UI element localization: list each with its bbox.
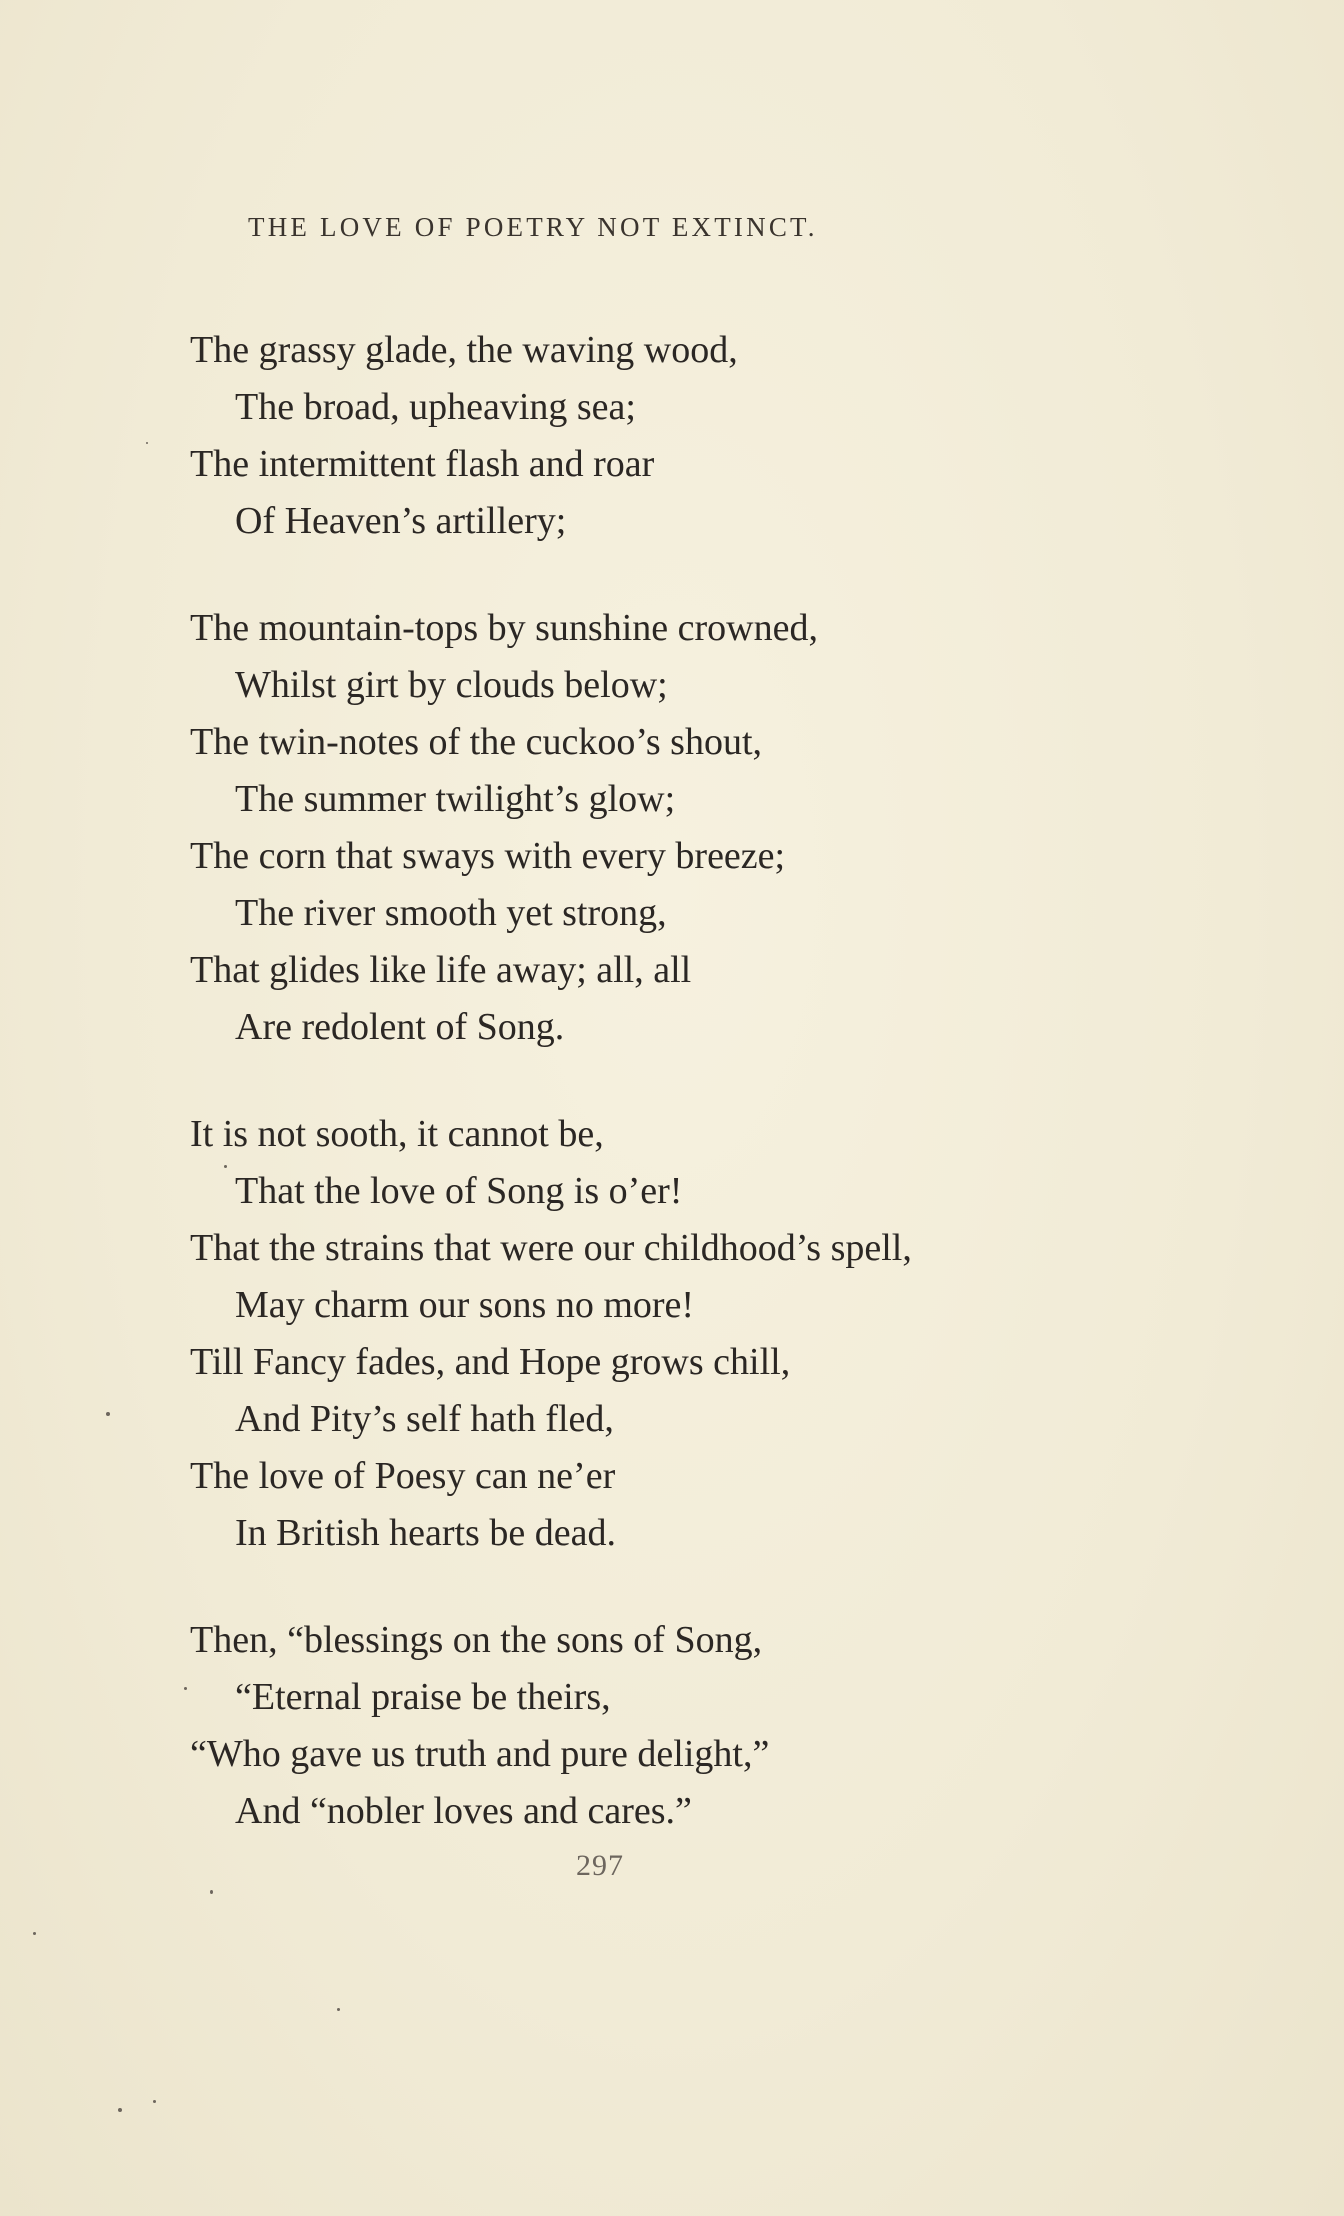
poem-line: The mountain-tops by sunshine crowned, xyxy=(190,607,818,649)
poem-line: The love of Poesy can ne’er xyxy=(190,1455,616,1497)
paper-speck xyxy=(184,1687,187,1690)
poem-line: The corn that sways with every breeze; xyxy=(190,835,786,877)
stanza-2 xyxy=(190,600,1310,1056)
paper-speck xyxy=(106,1412,110,1416)
paper-speck xyxy=(118,2108,122,2112)
poem-line: The grassy glade, the waving wood, xyxy=(190,329,738,371)
poem-line: May charm our sons no more! xyxy=(235,1284,695,1326)
poem-line: It is not sooth, it cannot be, xyxy=(190,1113,604,1155)
poem-line: That glides like life away; all, all xyxy=(190,949,692,991)
poem-line: Whilst girt by clouds below; xyxy=(235,664,668,706)
poem-line: “Eternal praise be theirs, xyxy=(235,1676,611,1718)
paper-speck xyxy=(153,2100,156,2103)
paper-speck xyxy=(337,2008,340,2011)
poem-line: That the strains that were our childhood’s spell, xyxy=(190,1227,912,1269)
running-head: THE LOVE OF POETRY NOT EXTINCT. xyxy=(248,212,818,242)
poem-line: The summer twilight’s glow; xyxy=(235,778,676,820)
poem-line: Then, “blessings on the sons of Song, xyxy=(190,1619,763,1661)
stanza-3 xyxy=(190,1106,1310,1562)
paper-speck xyxy=(146,442,148,444)
paper-speck xyxy=(224,1165,227,1168)
poem-line: The broad, upheaving sea; xyxy=(235,386,636,428)
poem xyxy=(190,322,1310,1890)
poem-line: Till Fancy fades, and Hope grows chill, xyxy=(190,1341,791,1383)
poem-line: The twin-notes of the cuckoo’s shout, xyxy=(190,721,763,763)
poem-line: “Who gave us truth and pure delight,” xyxy=(190,1733,770,1775)
stanza-1 xyxy=(190,322,1310,550)
page-number: 297 xyxy=(576,1849,624,1882)
paper-speck xyxy=(210,1890,213,1894)
paper-speck xyxy=(33,1932,36,1935)
poem-line: The intermittent flash and roar xyxy=(190,443,655,485)
poem-line: In British hearts be dead. xyxy=(235,1512,616,1554)
poem-line: And “nobler loves and cares.” xyxy=(235,1790,692,1832)
poem-line: That the love of Song is o’er! xyxy=(235,1170,683,1212)
poem-line: Are redolent of Song. xyxy=(235,1006,565,1048)
poem-line: The river smooth yet strong, xyxy=(235,892,667,934)
poem-line: Of Heaven’s artillery; xyxy=(235,500,567,542)
poem-line: And Pity’s self hath fled, xyxy=(235,1398,614,1440)
stanza-4 xyxy=(190,1612,1310,1840)
